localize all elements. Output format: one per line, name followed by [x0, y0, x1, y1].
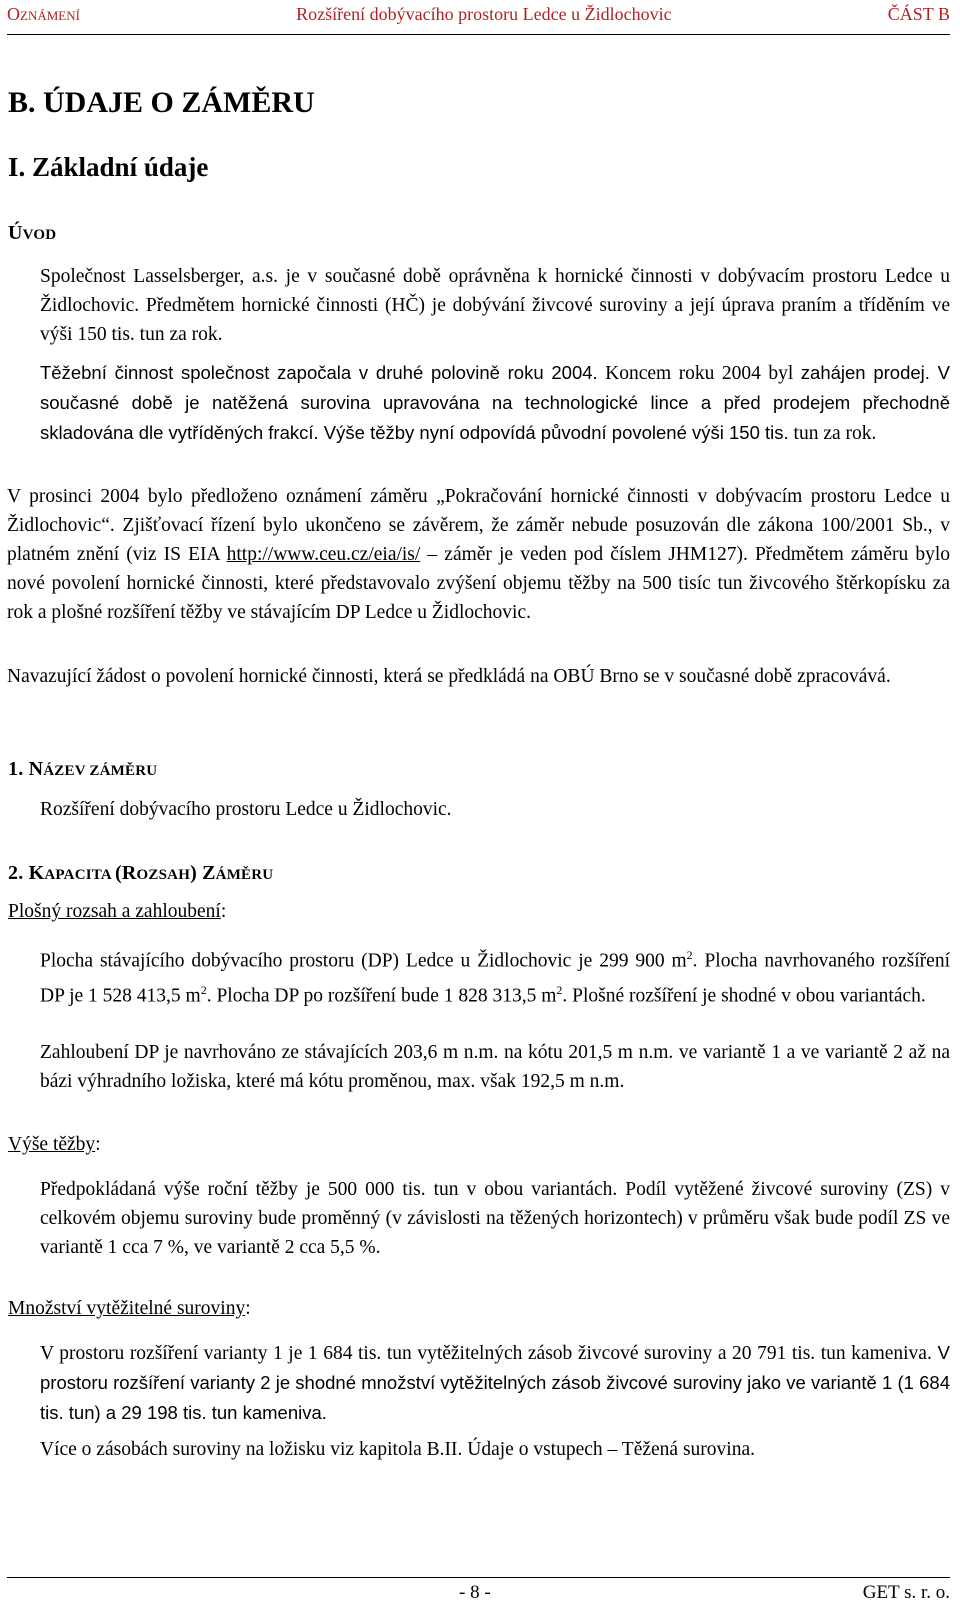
heading-kapacita-zameru: 2. KAPACITA (ROZSAH) ZÁMĚRU	[8, 862, 274, 884]
area-paragraph-2: Zahloubení DP je navrhováno ze stávajících 203,6 m n.m. na kótu 201,5 m n.m. ve variantě 1 a ve variantě 2 až na bázi výhradního ložiska, které má kótu proměnou, max. však 192,5 m n.m.	[40, 1042, 950, 1092]
uvod-paragraph-4: Navazující žádost o povolení hornické činnosti, která se předkládá na OBÚ Brno se v současné době zpracovává.	[7, 666, 891, 687]
label-vyse-tezby: Výše těžby:	[8, 1134, 101, 1155]
label-plosny-rozsah: Plošný rozsah a zahloubení:	[8, 901, 227, 922]
page-header	[7, 4, 950, 28]
company-name: GET s. r. o.	[862, 1582, 950, 1603]
header-rule	[7, 34, 950, 35]
footer-rule	[7, 1577, 950, 1578]
section-title: B. ÚDAJE O ZÁMĚRU	[8, 86, 315, 119]
subsection-title: I. Základní údaje	[8, 152, 209, 182]
heading-nazev-zameru: 1. NÁZEV ZÁMĚRU	[8, 758, 158, 780]
uvod-paragraph-2: Těžební činnost společnost započala v druhé polovině roku 2004. Koncem roku 2004 byl zahájen prodej. V současné době je natěžená surovina upravována na technologické lince a před prodejem přechodně skladována dle vytříděných frakcí. Výše těžby nyní odpovídá původní povolené výši 150 tis. tun za rok.	[40, 362, 950, 444]
eia-link[interactable]: http://www.ceu.cz/eia/is/	[226, 544, 421, 565]
area-paragraph-1: Plocha stávajícího dobývacího prostoru (DP) Ledce u Židlochovic je 299 900 $m^2$. Plocha navrhovaného rozšíření DP je 1 528 413,5 $m^2$. Plocha DP po rozšíření bude 1 828 313,5 $m^2$. Plošné rozšíření je shodné v obou variantách.	[40, 948, 950, 1006]
amount-paragraph-2: Více o zásobách suroviny na ložisku viz kapitola B.II. Údaje o vstupech – Těžená surovina.	[40, 1439, 755, 1460]
nazev-zameru-text: Rozšíření dobývacího prostoru Ledce u Židlochovic.	[40, 799, 452, 820]
header-right: ČÁST B	[887, 4, 950, 24]
amount-paragraph-1: V prostoru rozšíření varianty 1 je 1 684 tis. tun vytěžitelných zásob živcové suroviny a 20 791 tis. tun kameniva. V prostoru rozšíření varianty 2 je shodné množství vytěžitelných zásob živcové suroviny jako ve variantě 1 (1 684 tis. tun) a 29 198 tis. tun kameniva.	[40, 1342, 950, 1423]
header-left: Oznámení	[7, 4, 80, 24]
uvod-paragraph-3: V prosinci 2004 bylo předloženo oznámení záměru „Pokračování hornické činnosti v dobývacím prostoru Ledce u Židlochovic“. Zjišťovací řízení bylo ukončeno se závěrem, že záměr nebude posuzován dle zákona 100/2001 Sb., v platném znění (viz IS EIA http://www.ceu.cz/eia/is/ – záměr je veden pod číslem JHM127). Předmětem záměru bylo nové povolení hornické činnosti, které představovalo zvýšení objemu těžby na 500 tisíc tun živcového štěrkopísku za rok a plošné rozšíření těžby ve stávajícím DP Ledce u Židlochovic.	[7, 486, 951, 623]
label-mnozstvi-suroviny: Množství vytěžitelné suroviny:	[8, 1298, 251, 1319]
page-number: - 8 -	[459, 1582, 491, 1603]
volume-paragraph: Předpokládaná výše roční těžby je 500 000 tis. tun v obou variantách. Podíl vytěžené živcové suroviny (ZS) v celkovém objemu suroviny bude proměnný (v závislosti na těžených horizontech) v průměru však bude podíl ZS ve variantě 1 cca 7 %, ve variantě 2 cca 5,5 %.	[40, 1179, 950, 1258]
uvod-heading: ÚVOD	[8, 222, 57, 244]
header-center: Rozšíření dobývacího prostoru Ledce u Židlochovic	[296, 4, 672, 24]
uvod-paragraph-1: Společnost Lasselsberger, a.s. je v současné době oprávněna k hornické činnosti v dobývacím prostoru Ledce u Židlochovic. Předmětem hornické činnosti (HČ) je dobývání živcové suroviny a její úprava praním a tříděním ve výši 150 tis. tun za rok.	[40, 266, 950, 345]
